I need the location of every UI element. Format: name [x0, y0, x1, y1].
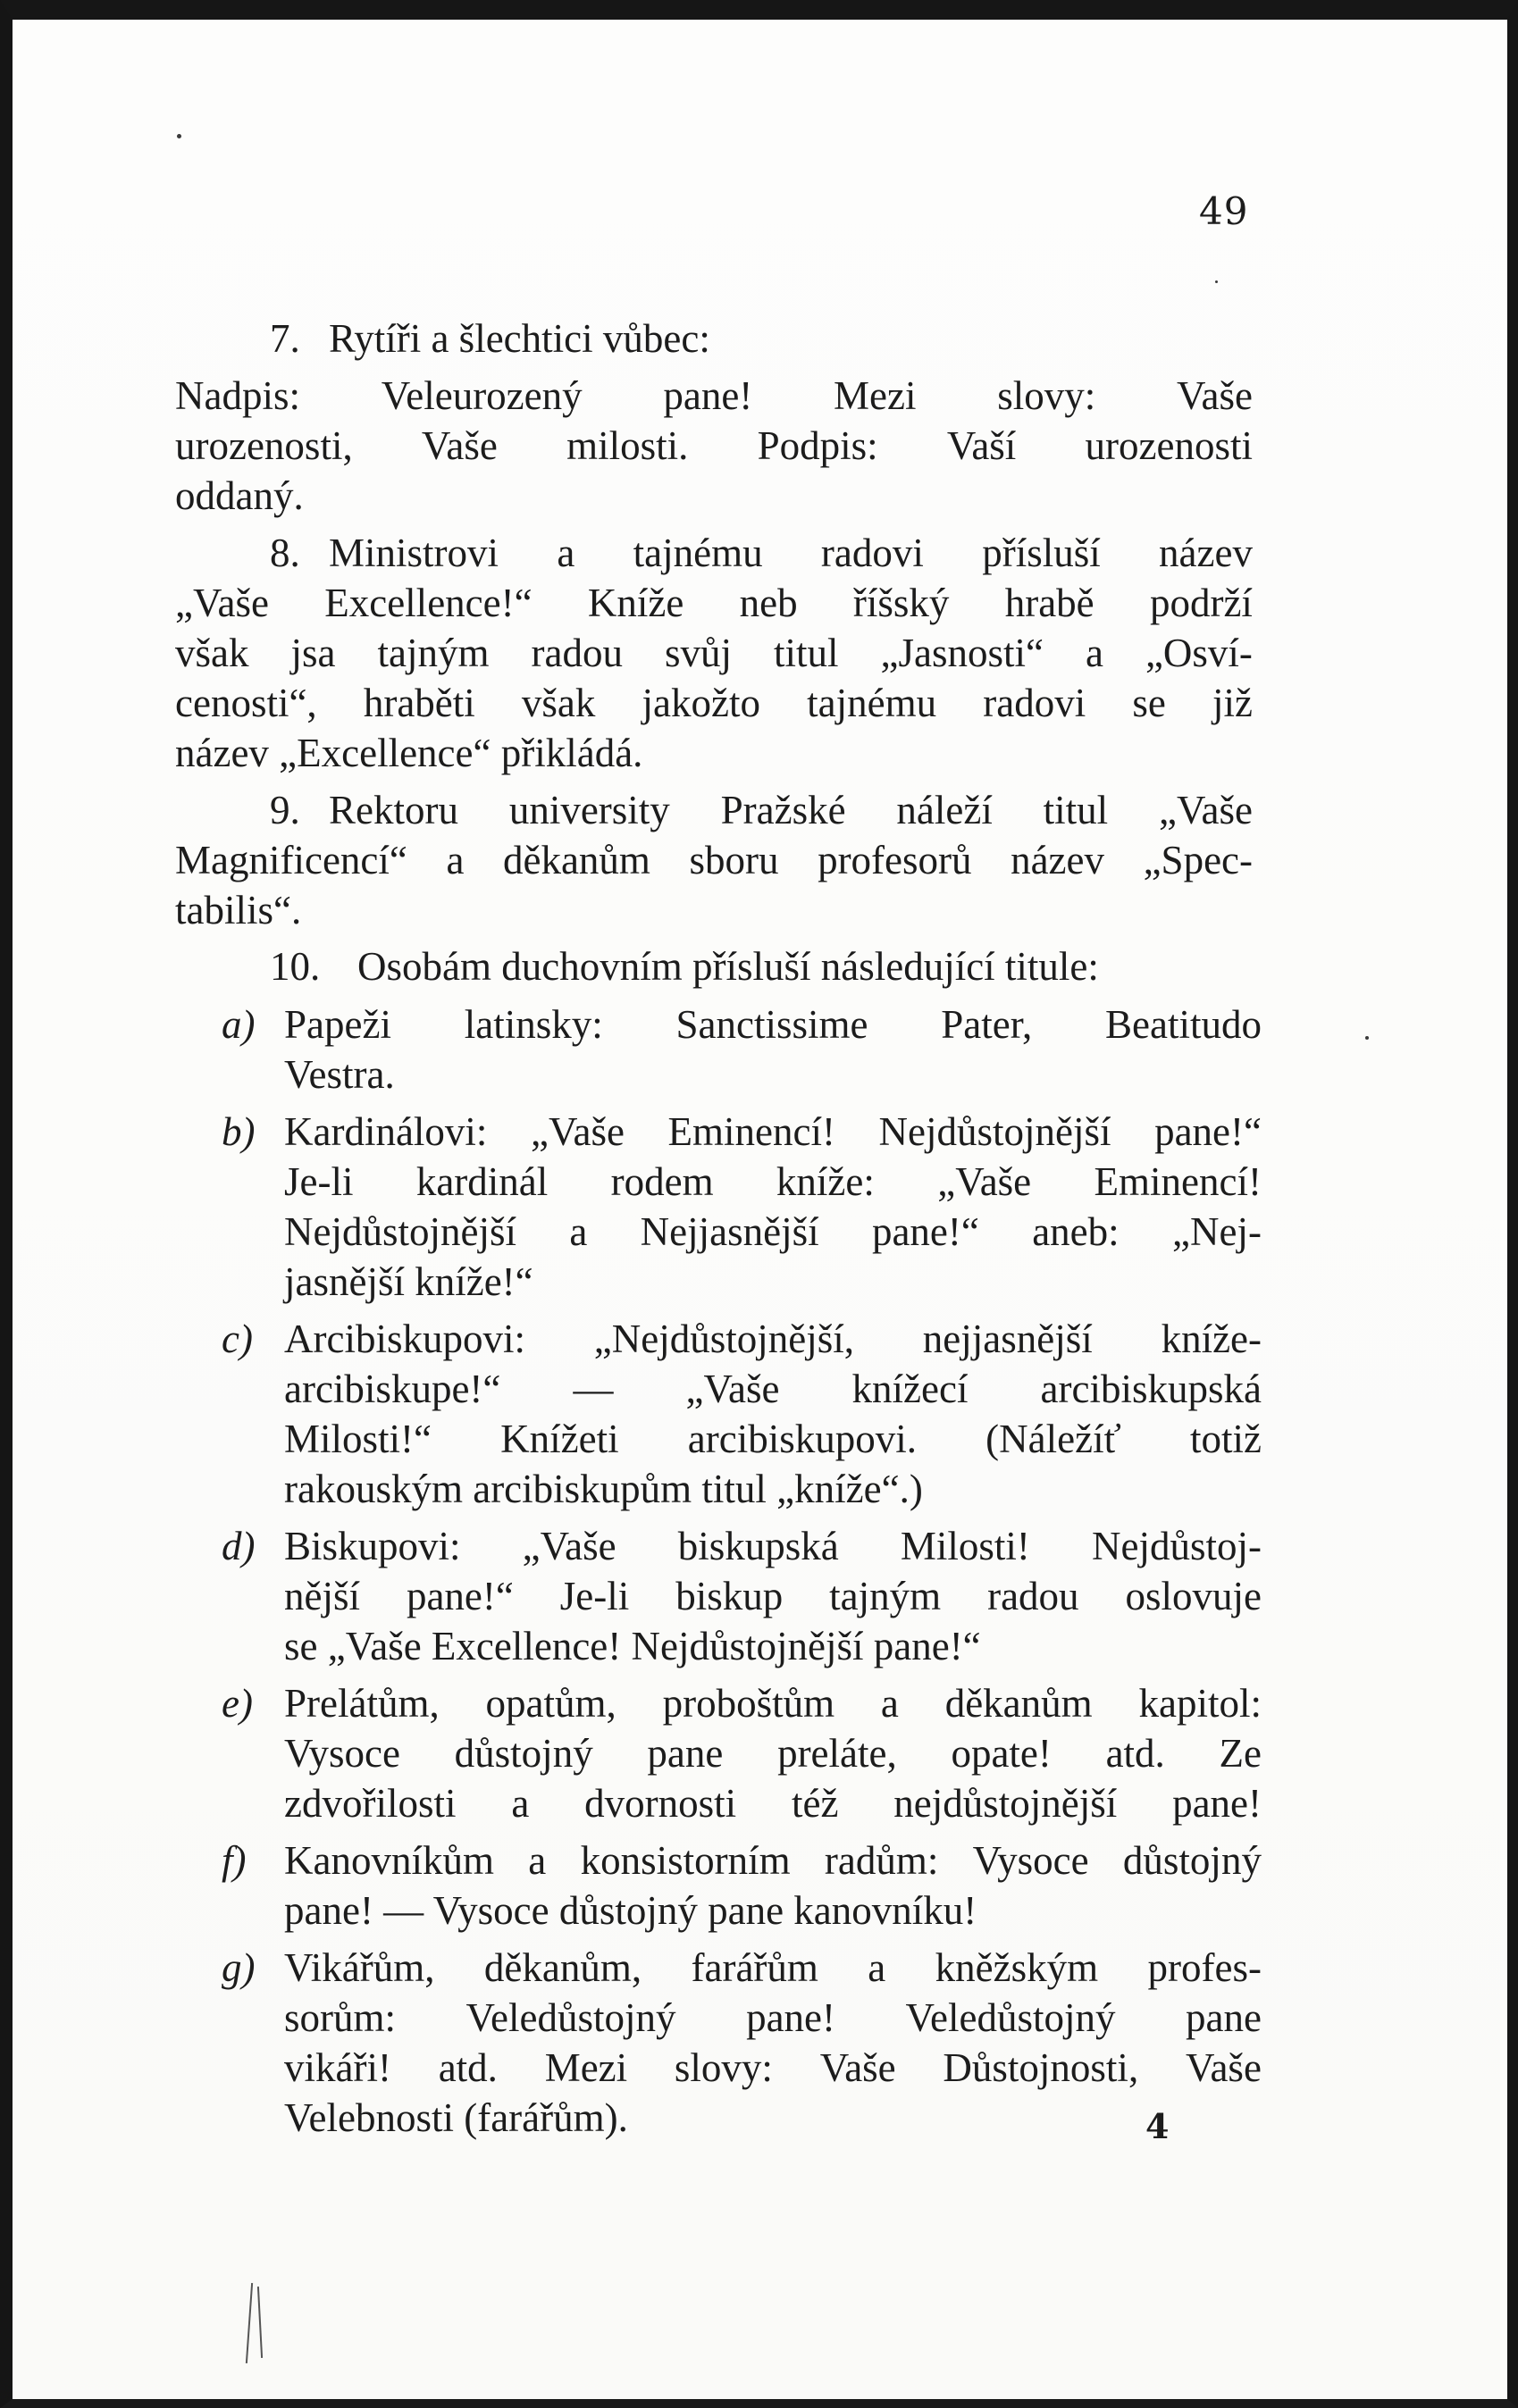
text-line: urozenosti, Vaše milosti. Podpis: Vaší urozenosti [175, 423, 1253, 468]
text-line: Ministrovi a tajnému radovi přísluší název [329, 531, 1253, 575]
print-speck [1365, 1036, 1369, 1040]
page-number: 49 [1199, 189, 1249, 233]
text-line: Prelátům, opatům, proboštům a děkanům kapitol: [284, 1681, 1262, 1726]
item-label: c) [222, 1317, 253, 1361]
text-line: Vikářům, děkanům, farářům a kněžským profes- [284, 1945, 1262, 1990]
print-speck [177, 134, 181, 138]
item-label: a) [222, 1002, 256, 1047]
text-line: Vysoce důstojný pane preláte, opate! atd. Ze [284, 1731, 1262, 1776]
text-line: rakouským arcibiskupům titul „kníže“.) [284, 1467, 923, 1511]
text-line: Biskupovi: „Vaše biskupská Milosti! Nejdůstoj- [284, 1524, 1262, 1568]
text-line: název „Excellence“ přikládá. [175, 731, 643, 775]
text-line: tabilis“. [175, 888, 302, 932]
paragraph-number: 10. [270, 944, 321, 989]
item-label: g) [222, 1945, 256, 1990]
text-line: Papeži latinsky: Sanctissime Pater, Beatitudo [284, 1002, 1262, 1047]
text-line: však jsa tajným radou svůj titul „Jasnosti“ a „Osví- [175, 631, 1253, 675]
text-line: Rektoru university Pražské náleží titul „Vaše [329, 788, 1253, 832]
text-line: Arcibiskupovi: „Nejdůstojnější, nejjasnější kníže- [284, 1317, 1262, 1361]
text-line: „Vaše Excellence!“ Kníže neb říšský hrabě podrží [175, 581, 1253, 625]
text-line: Osobám duchovním přísluší následující titule: [357, 944, 1099, 989]
text-line: se „Vaše Excellence! Nejdůstojnější pane!“ [284, 1624, 981, 1668]
text-line: oddaný. [175, 473, 304, 518]
item-label: b) [222, 1109, 256, 1154]
text-line: jasnější kníže!“ [284, 1259, 533, 1304]
item-label: e) [222, 1681, 253, 1726]
text-line: Je-li kardinál rodem kníže: „Vaše Eminencí! [284, 1159, 1262, 1204]
item-label: f) [222, 1838, 247, 1883]
text-line: Kanovníkům a konsistorním radům: Vysoce důstojný [284, 1838, 1262, 1883]
text-line: Magnificencí“ a děkanům sboru profesorů název „Spec- [175, 838, 1253, 882]
text-line: cenosti“, hraběti však jakožto tajnému radovi se již [175, 681, 1253, 725]
signature-mark: 4 [1145, 2106, 1170, 2146]
text-line: zdvořilosti a dvornosti též nejdůstojnější pane! [284, 1781, 1262, 1826]
text-line: Milosti!“ Knížeti arcibiskupovi. (Náležíť totiž [284, 1417, 1262, 1461]
text-line: vikáři! atd. Mezi slovy: Vaše Důstojnosti, Vaše [284, 2045, 1262, 2090]
text-line: Nadpis: Veleurozený pane! Mezi slovy: Vaše [175, 373, 1253, 418]
print-speck [1215, 280, 1218, 283]
paragraph-number: 7. [270, 316, 300, 361]
text-line: nější pane!“ Je-li biskup tajným radou oslovuje [284, 1574, 1262, 1618]
text-line: Rytíři a šlechtici vůbec: [329, 316, 710, 361]
paragraph-number: 8. [270, 531, 300, 575]
text-line: pane! — Vysoce důstojný pane kanovníku! [284, 1888, 977, 1933]
text-line: sorům: Veledůstojný pane! Veledůstojný pane [284, 1995, 1262, 2040]
text-line: Velebnosti (farářům). [284, 2095, 628, 2140]
text-line: Vestra. [284, 1052, 395, 1097]
text-line: Kardinálovi: „Vaše Eminencí! Nejdůstojnější pane!“ [284, 1109, 1262, 1154]
paragraph-number: 9. [270, 788, 300, 832]
item-label: d) [222, 1524, 256, 1568]
text-line: Nejdůstojnější a Nejjasnější pane!“ aneb: „Nej- [284, 1209, 1262, 1254]
text-line: arcibiskupe!“ — „Vaše knížecí arcibiskupská [284, 1367, 1262, 1411]
